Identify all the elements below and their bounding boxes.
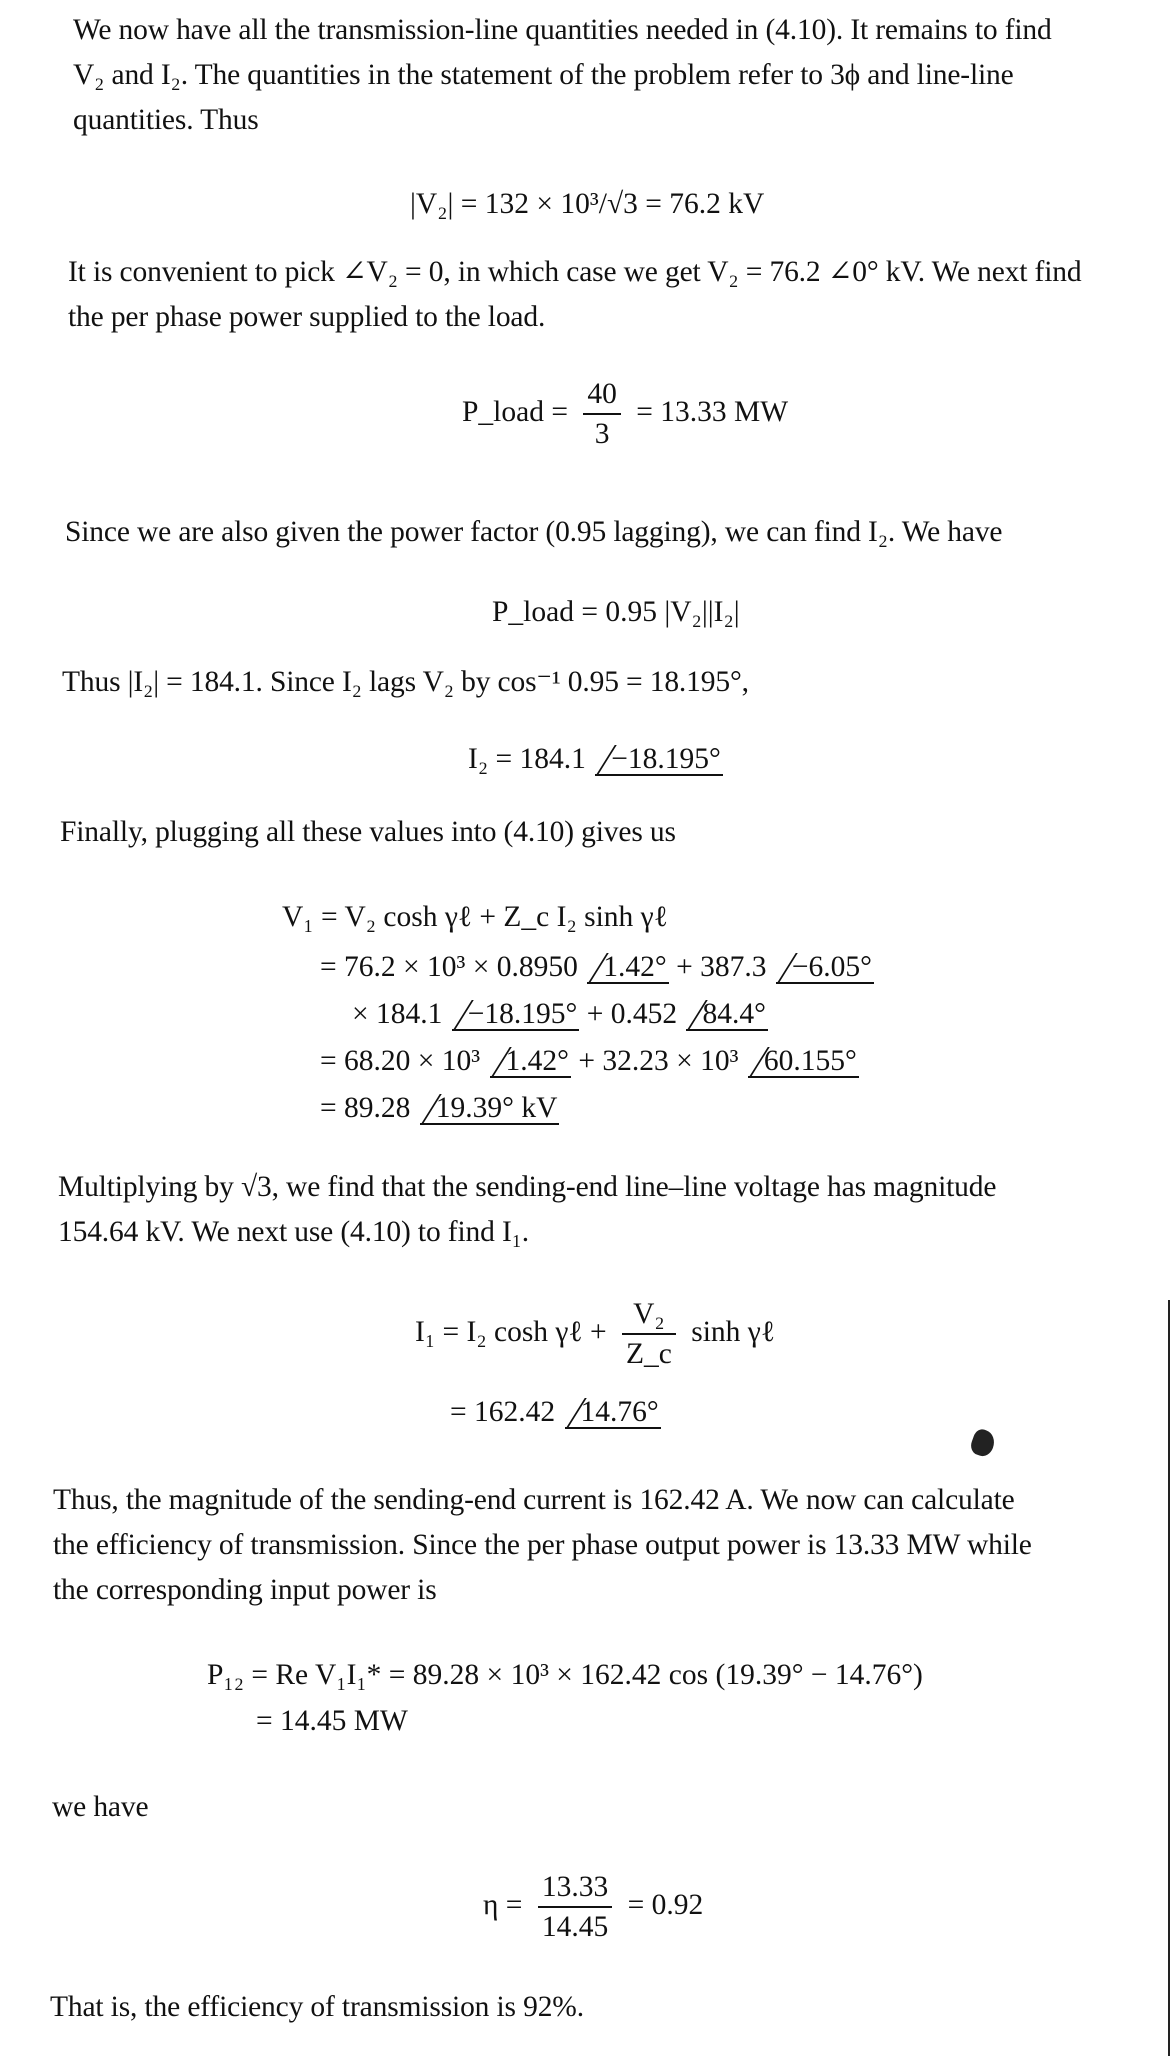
equation-term: = 162.42 (450, 1396, 556, 1428)
equation-v1-line2 (320, 945, 874, 989)
equation-rhs: = 13.33 MW (636, 395, 789, 428)
equation-i1-line2 (450, 1390, 661, 1434)
equation-term: + 32.23 × 10³ (578, 1045, 739, 1077)
paragraph-line: That is, the efficiency of transmission is 92%. (50, 1991, 584, 2023)
paragraph-line: quantities. Thus (73, 104, 259, 136)
paragraph-line: Thus, the magnitude of the sending-end current is 162.42 A. We now can calculate (53, 1484, 1015, 1516)
fraction (583, 375, 621, 453)
equation-p12-line2: = 14.45 MW (256, 1705, 408, 1737)
angle-symbol: −18.195° (595, 744, 723, 776)
equation-lhs: P_load = (462, 395, 568, 428)
angle-symbol: 1.42° (587, 952, 668, 984)
equation-v1-line4 (320, 1039, 859, 1083)
equation-term: + 0.452 (586, 998, 678, 1030)
equation-lhs: I₁ = I₂ cosh γℓ + (415, 1315, 607, 1348)
angle-symbol: −6.05° (776, 952, 874, 984)
equation-term: × 184.1 (352, 998, 443, 1030)
equation-v1-line1: V₁ = V₂ cosh γℓ + Z_c I₂ sinh γℓ (282, 901, 668, 933)
equation-efficiency (483, 1868, 703, 1946)
fraction-denominator: 3 (594, 418, 610, 450)
paragraph-line: Multiplying by √3, we find that the sending-end line–line voltage has magnitude (58, 1171, 997, 1203)
paragraph-line: Finally, plugging all these values into (4.10) gives us (60, 816, 676, 848)
angle-symbol: −18.195° (452, 999, 580, 1031)
equation-p-load-pf: P_load = 0.95 |V₂||I₂| (492, 596, 740, 628)
paragraph-line: we have (52, 1791, 149, 1823)
scan-speck (968, 1427, 998, 1459)
fraction-numerator: 13.33 (538, 1868, 612, 1908)
scan-edge-line (1168, 1300, 1170, 2056)
paragraph-line: 154.64 kV. We next use (4.10) to find I₁. (58, 1216, 529, 1248)
equation-i1-line1 (415, 1295, 775, 1373)
equation-term: + 387.3 (676, 951, 767, 983)
paragraph-line: the corresponding input power is (53, 1574, 437, 1606)
angle-symbol: 14.76° (565, 1397, 661, 1429)
equation-term: = 76.2 × 10³ × 0.8950 (320, 951, 578, 983)
paragraph-line: Thus |I₂| = 184.1. Since I₂ lags V₂ by cos⁻¹ 0.95 = 18.195°, (62, 666, 749, 698)
fraction-numerator: 40 (583, 375, 621, 415)
angle-symbol: 1.42° (490, 1046, 571, 1078)
equation-i2 (468, 737, 723, 781)
angle-symbol: 19.39° kV (420, 1093, 560, 1125)
equation-p12-line1: P₁₂ = Re V₁I₁* = 89.28 × 10³ × 162.42 cos (19.39° − 14.76°) (207, 1659, 923, 1691)
equation-p-load (462, 375, 788, 453)
equation-lhs: I₂ = 184.1 (468, 743, 586, 775)
equation-v1-line5 (320, 1086, 559, 1130)
equation-v2-magnitude: |V₂| = 132 × 10³/√3 = 76.2 kV (410, 188, 765, 220)
paragraph-line: We now have all the transmission-line quantities needed in (4.10). It remains to find (73, 14, 1052, 46)
fraction (538, 1868, 612, 1946)
equation-rhs: = 0.92 (627, 1888, 704, 1921)
paragraph-line: V₂ and I₂. The quantities in the statement of the problem refer to 3ϕ and line-line (73, 59, 1014, 91)
paragraph-line: the per phase power supplied to the load. (68, 301, 546, 333)
equation-term: = 89.28 (320, 1092, 411, 1124)
angle-symbol: 60.155° (748, 1046, 859, 1078)
equation-v1-line3 (352, 992, 768, 1036)
paragraph-line: the efficiency of transmission. Since the per phase output power is 13.33 MW while (53, 1529, 1032, 1561)
paragraph-line: Since we are also given the power factor (0.95 lagging), we can find I₂. We have (65, 516, 1003, 548)
angle-symbol: 84.4° (686, 999, 767, 1031)
equation-rhs: sinh γℓ (691, 1315, 775, 1348)
fraction (622, 1295, 676, 1373)
fraction-denominator: Z_c (625, 1338, 672, 1370)
equation-lhs: η = (483, 1888, 523, 1921)
paragraph-line: It is convenient to pick ∠V₂ = 0, in which case we get V₂ = 76.2 ∠0° kV. We next find (68, 256, 1082, 288)
fraction-numerator: V₂ (622, 1295, 676, 1335)
fraction-denominator: 14.45 (541, 1911, 609, 1943)
equation-term: = 68.20 × 10³ (320, 1045, 481, 1077)
